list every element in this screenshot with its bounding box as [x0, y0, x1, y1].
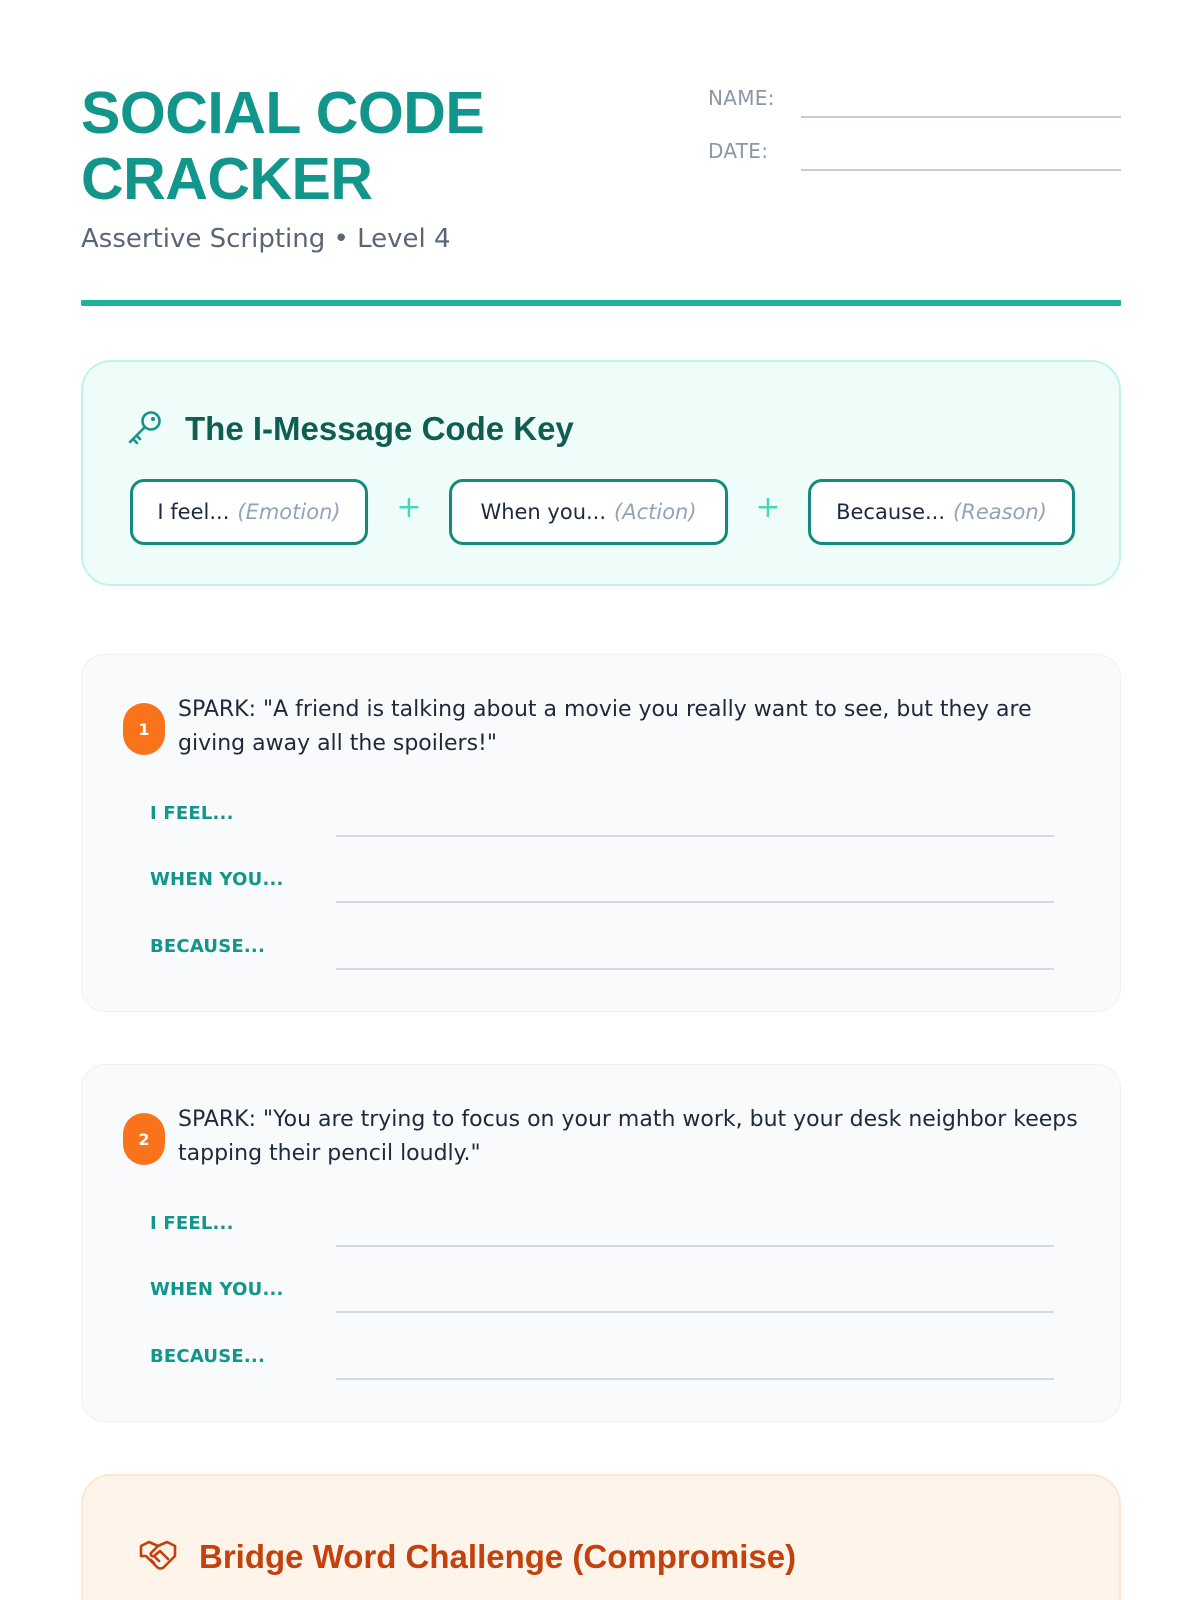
answer-line[interactable]	[336, 1311, 1054, 1313]
key-icon	[125, 408, 165, 448]
date-field[interactable]	[708, 133, 1121, 173]
answer-row-i-feel[interactable]	[150, 797, 1054, 837]
name-field[interactable]	[708, 80, 1121, 120]
page-title-line-2: CRACKER	[81, 146, 373, 212]
answer-row-when-you[interactable]	[150, 863, 1054, 903]
spark-card-2	[81, 1064, 1121, 1422]
answer-line[interactable]	[336, 968, 1054, 970]
answer-line[interactable]	[336, 835, 1054, 837]
pill-label: When you...	[480, 500, 607, 524]
bridge-title: Bridge Word Challenge (Compromise)	[199, 1538, 797, 1575]
spark-card-1	[81, 654, 1121, 1012]
page-title-line-1: SOCIAL CODE	[81, 80, 485, 146]
pill-label: I feel...	[157, 500, 230, 524]
pill-hint: (Action)	[614, 500, 697, 524]
answer-line[interactable]	[336, 1378, 1054, 1380]
row-label: I FEEL...	[150, 803, 234, 824]
row-label: BECAUSE...	[150, 936, 265, 957]
answer-row-because[interactable]	[150, 1340, 1054, 1380]
row-label: WHEN YOU...	[150, 869, 284, 890]
answer-row-because[interactable]	[150, 930, 1054, 970]
spark-number-badge: 2	[123, 1113, 165, 1165]
answer-row-when-you[interactable]	[150, 1273, 1054, 1313]
code-key-panel	[81, 360, 1121, 586]
date-label: DATE:	[708, 139, 769, 163]
row-label: I FEEL...	[150, 1213, 234, 1234]
handshake-icon	[137, 1534, 179, 1576]
pill-label: Because...	[836, 500, 946, 524]
name-line[interactable]	[801, 116, 1121, 118]
code-key-title: The I-Message Code Key	[185, 410, 574, 447]
header-divider	[81, 300, 1121, 306]
page-subtitle: Assertive Scripting • Level 4	[81, 224, 451, 254]
bridge-word-panel	[81, 1474, 1121, 1600]
title-block	[81, 80, 484, 254]
answer-line[interactable]	[336, 901, 1054, 903]
row-label: BECAUSE...	[150, 1346, 265, 1367]
pill-when-you	[449, 479, 728, 545]
row-label: WHEN YOU...	[150, 1279, 284, 1300]
spark-number-badge: 1	[123, 703, 165, 755]
spark-prompt: SPARK: "You are trying to focus on your math work, but your desk neighbor keeps tapping their pencil loudly."	[178, 1107, 1078, 1166]
name-label: NAME:	[708, 86, 775, 110]
pill-hint: (Emotion)	[237, 500, 341, 524]
plus-sign: +	[755, 490, 781, 525]
plus-sign: +	[396, 490, 422, 525]
pill-because	[808, 479, 1075, 545]
date-line[interactable]	[801, 169, 1121, 171]
pill-i-feel	[130, 479, 368, 545]
answer-line[interactable]	[336, 1245, 1054, 1247]
pill-hint: (Reason)	[953, 500, 1047, 524]
answer-row-i-feel[interactable]	[150, 1207, 1054, 1247]
spark-prompt: SPARK: "A friend is talking about a movie you really want to see, but they are giving away all the spoilers!"	[178, 697, 1032, 756]
